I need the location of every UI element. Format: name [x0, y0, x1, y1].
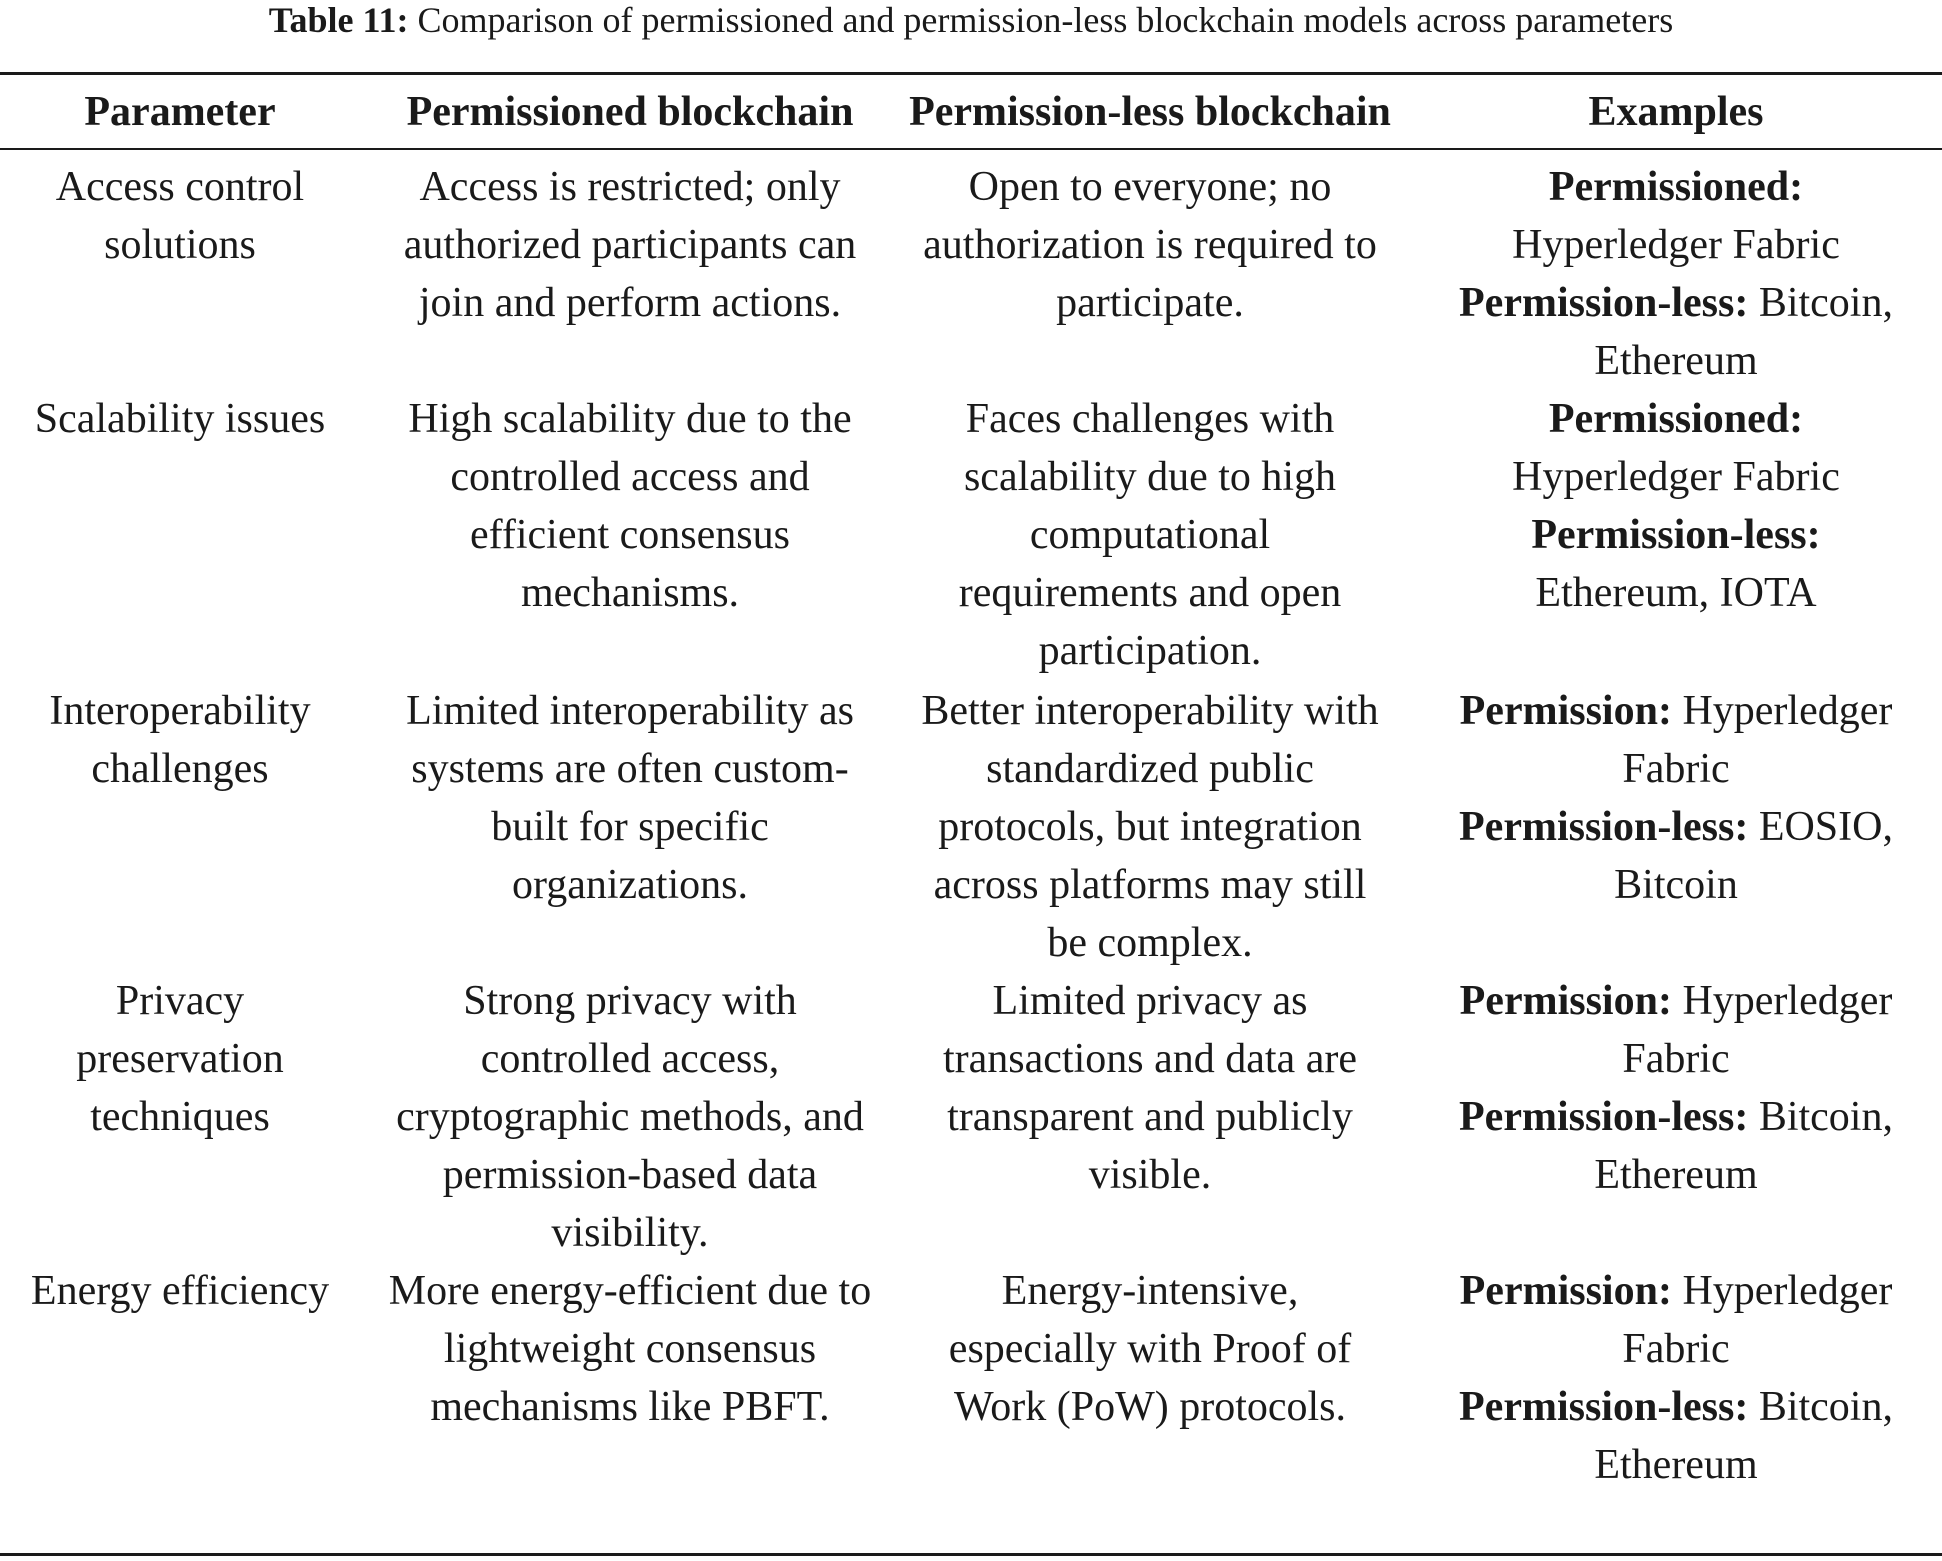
example-label: Permissioned:	[1548, 396, 1804, 442]
example-label: Permission-less:	[1459, 804, 1749, 850]
table-caption-label: Table 11:	[268, 0, 409, 40]
table-caption-text: Comparison of permissioned and permission-less blockchain models across parameters	[417, 0, 1674, 40]
header-permissioned: Permissioned blockchain	[406, 89, 854, 135]
cell-permissionless: Limited privacy as transactions and data are transparent and publicly visible.	[943, 978, 1357, 1198]
cell-parameter: Interoperability challenges	[49, 688, 311, 792]
cell-examples	[1410, 682, 1942, 914]
cell-parameter: Scalability issues	[34, 396, 326, 442]
cell-permissionless: Energy-intensive, especially with Proof of Work (PoW) protocols.	[948, 1268, 1352, 1430]
cell-permissionless: Open to everyone; no authorization is required to participate.	[923, 164, 1377, 326]
top-rule	[0, 72, 1942, 75]
example-value: EOSIO, Bitcoin	[1614, 804, 1893, 908]
example-value: Bitcoin, Ethereum	[1594, 1094, 1893, 1198]
table-caption	[0, 0, 1942, 40]
example-label: Permission-less:	[1459, 280, 1749, 326]
cell-permissioned: High scalability due to the controlled access and efficient consensus mechanisms.	[408, 396, 852, 616]
example-label: Permissioned:	[1548, 164, 1804, 210]
cell-examples	[1410, 972, 1942, 1204]
example-label: Permission-less:	[1531, 512, 1821, 558]
example-label: Permission-less:	[1459, 1384, 1749, 1430]
example-value: Hyperledger Fabric	[1622, 688, 1893, 792]
cell-permissioned: Limited interoperability as systems are often custom-built for specific organizations.	[406, 688, 854, 908]
cell-permissioned: Strong privacy with controlled access, cryptographic methods, and permission-based data visibility.	[396, 978, 864, 1256]
header-permissionless: Permission-less blockchain	[909, 89, 1391, 135]
example-value: Hyperledger Fabric	[1512, 454, 1840, 500]
cell-parameter: Energy efficiency	[30, 1268, 330, 1314]
cell-parameter: Access control solutions	[55, 164, 305, 268]
header-examples: Examples	[1588, 89, 1764, 135]
cell-permissioned: More energy-efficient due to lightweight consensus mechanisms like PBFT.	[388, 1268, 872, 1430]
example-label: Permission:	[1459, 688, 1672, 734]
cell-examples	[1410, 390, 1942, 622]
cell-examples	[1410, 158, 1942, 390]
cell-permissionless: Faces challenges with scalability due to high computational requirements and open participation.	[958, 396, 1342, 674]
example-label: Permission:	[1459, 978, 1672, 1024]
example-value: Hyperledger Fabric	[1622, 978, 1893, 1082]
example-value: Bitcoin, Ethereum	[1594, 280, 1893, 384]
cell-permissioned: Access is restricted; only authorized participants can join and perform actions.	[403, 164, 857, 326]
table-header	[0, 78, 1942, 146]
header-parameter: Parameter	[84, 89, 276, 135]
example-value: Hyperledger Fabric	[1512, 222, 1840, 268]
example-value: Bitcoin, Ethereum	[1594, 1384, 1893, 1488]
header-rule	[0, 148, 1942, 150]
cell-examples	[1410, 1262, 1942, 1494]
example-label: Permission:	[1459, 1268, 1672, 1314]
example-value: Hyperledger Fabric	[1622, 1268, 1893, 1372]
bottom-rule	[0, 1553, 1942, 1556]
cell-permissionless: Better interoperability with standardized public protocols, but integration across platforms may still be complex.	[921, 688, 1379, 966]
cell-parameter: Privacy preservation techniques	[76, 978, 284, 1140]
example-value: Ethereum, IOTA	[1535, 570, 1817, 616]
example-label: Permission-less:	[1459, 1094, 1749, 1140]
